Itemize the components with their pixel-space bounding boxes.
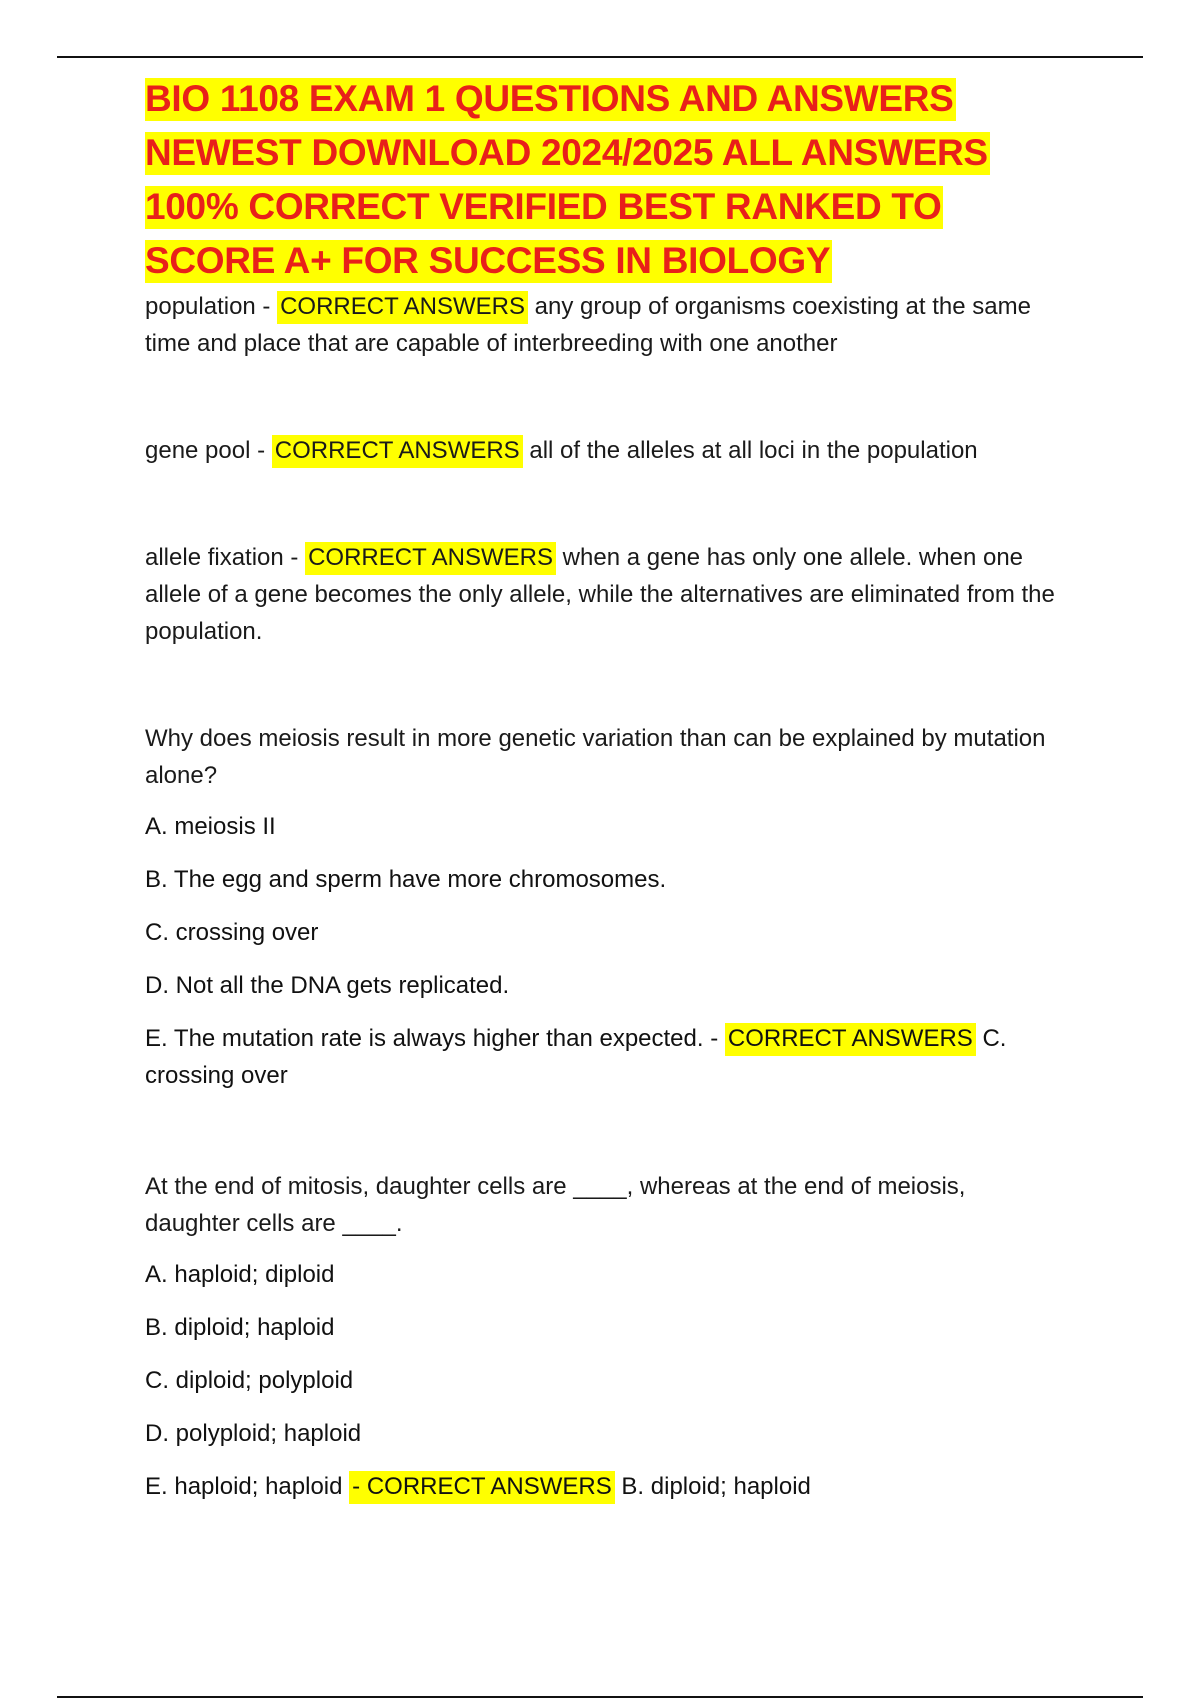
answer-option: A. meiosis II	[145, 813, 276, 840]
definition-entry	[145, 288, 1065, 362]
answer-option: C. diploid; polyploid	[145, 1367, 354, 1394]
term: gene pool -	[145, 437, 272, 464]
answer-option	[145, 1468, 1065, 1505]
answer-option: D. Not all the DNA gets replicated.	[145, 972, 510, 999]
option-text: E. The mutation rate is always higher than expected. -	[145, 1025, 725, 1052]
answer-option: B. diploid; haploid	[145, 1314, 335, 1341]
question-block	[145, 720, 1065, 1110]
title-line: 100% CORRECT VERIFIED BEST RANKED TO	[145, 186, 942, 227]
title-line: SCORE A+ FOR SUCCESS IN BIOLOGY	[145, 240, 831, 281]
marker-text: CORRECT ANSWERS	[366, 1473, 612, 1500]
answer-text: C. crossing over	[145, 1025, 1007, 1089]
top-rule	[57, 56, 1143, 58]
document-title	[145, 72, 1065, 288]
document-body	[145, 72, 1065, 1500]
answer-option	[145, 1020, 1065, 1094]
question-stem: Why does meiosis result in more genetic variation than can be explained by mutation alone?	[145, 725, 1046, 789]
answer-option: A. haploid; diploid	[145, 1261, 335, 1288]
answer-option: B. The egg and sperm have more chromosomes.	[145, 866, 667, 893]
answer-option: D. polyploid; haploid	[145, 1420, 362, 1447]
marker-prefix: -	[352, 1473, 367, 1500]
correct-answers-marker: CORRECT ANSWERS	[272, 435, 523, 468]
definition-entry	[145, 539, 1065, 650]
definition-text: when a gene has only one allele. when one allele of a gene becomes the only allele, while the alternatives are eliminated from the population.	[145, 544, 1055, 645]
correct-answers-marker: CORRECT ANSWERS	[305, 542, 556, 575]
correct-answers-marker: CORRECT ANSWERS	[277, 291, 528, 324]
answer-option: C. crossing over	[145, 919, 319, 946]
question-block	[145, 1168, 1065, 1521]
title-line: BIO 1108 EXAM 1 QUESTIONS AND ANSWERS	[145, 78, 954, 119]
option-text: E. haploid; haploid	[145, 1473, 350, 1500]
term: allele fixation -	[145, 544, 306, 571]
definition-text: any group of organisms coexisting at the same time and place that are capable of interbreeding with one another	[145, 293, 1031, 357]
bottom-rule	[57, 1696, 1143, 1698]
correct-answers-marker: CORRECT ANSWERS	[725, 1023, 976, 1056]
correct-answers-marker	[349, 1471, 615, 1504]
definition-text: all of the alleles at all loci in the population	[522, 437, 978, 464]
title-line: NEWEST DOWNLOAD 2024/2025 ALL ANSWERS	[145, 132, 988, 173]
question-stem: At the end of mitosis, daughter cells are ____, whereas at the end of meiosis, daughter cells are ____.	[145, 1173, 966, 1237]
term: population -	[145, 293, 278, 320]
answer-text: B. diploid; haploid	[614, 1473, 811, 1500]
definition-entry	[145, 432, 1065, 469]
